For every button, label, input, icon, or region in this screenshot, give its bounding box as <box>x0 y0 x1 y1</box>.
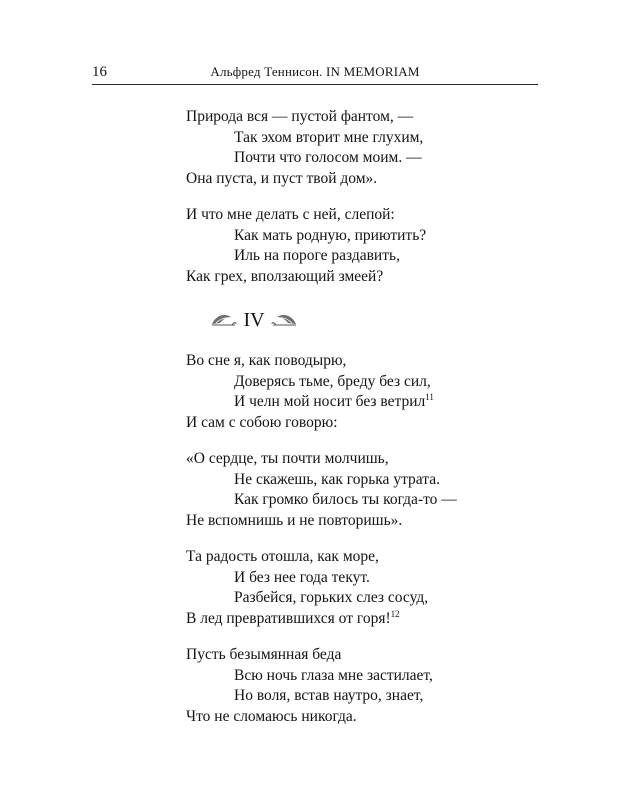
leaf-ornament-right-icon <box>271 313 297 327</box>
verse-line: Иль на пороге раздавить, <box>234 247 400 264</box>
verse-line: Что не сломаюсь никогда. <box>186 707 357 725</box>
verse-line-text: В лед превратившихся от горя! <box>186 609 391 627</box>
verse-line: Так эхом вторит мне глухим, <box>234 128 424 146</box>
stanza <box>186 205 526 287</box>
verse-line: Природа вся — пустой фантом, — <box>186 108 414 125</box>
verse-line: Та радость отошла, как море, <box>186 548 379 565</box>
verse-line: Во сне я, как поводырю, <box>186 352 347 369</box>
footnote-ref: 12 <box>390 608 400 619</box>
verse-line: Разбейся, горьких слез сосуд, <box>234 589 429 606</box>
leaf-ornament-left-icon <box>211 313 237 327</box>
verse-line: Как громко билось ты когда-то — <box>234 491 457 508</box>
verse-line: Она пуста, и пуст твой дом». <box>186 169 378 187</box>
verse-line: И что мне делать с ней, слепой: <box>186 206 395 223</box>
verse-line: Не скажешь, как горька утрата. <box>234 470 440 488</box>
verse-line: Как грех, вползающий змеей? <box>186 267 384 285</box>
verse-line: Но воля, встав наутро, знает, <box>234 687 424 704</box>
header-rule <box>92 84 538 85</box>
stanza <box>186 449 526 531</box>
verse-line: Как мать родную, приютить? <box>234 226 427 244</box>
stanza <box>186 107 526 189</box>
section-heading <box>174 307 334 333</box>
verse-line: «О сердце, ты почти молчишь, <box>186 450 389 467</box>
stanza <box>186 645 526 727</box>
stanza <box>186 547 526 629</box>
verse-line-text: И челн мой носит без ветрил <box>234 393 426 410</box>
verse-line: Пусть безымянная беда <box>186 646 342 663</box>
verse-line <box>186 609 526 630</box>
footnote-ref: 11 <box>425 391 434 402</box>
section-number: IV <box>243 308 265 331</box>
running-header <box>92 62 538 84</box>
verse-line: Доверясь тьме, бреду без сил, <box>234 372 431 390</box>
verse-line: Не вспомнишь и не повторишь». <box>186 511 403 529</box>
verse-line: И сам с собою говорю: <box>186 413 338 431</box>
page-number: 16 <box>92 64 107 80</box>
verse-line: Всю ночь глаза мне застилает, <box>234 666 433 684</box>
poem-body <box>186 107 526 743</box>
running-title: Альфред Теннисон. IN MEMORIAM <box>210 64 420 79</box>
stanza <box>186 351 526 433</box>
verse-line <box>186 392 526 413</box>
verse-line: Почти что голосом моим. — <box>234 149 422 166</box>
verse-line: И без нее года текут. <box>234 568 370 586</box>
